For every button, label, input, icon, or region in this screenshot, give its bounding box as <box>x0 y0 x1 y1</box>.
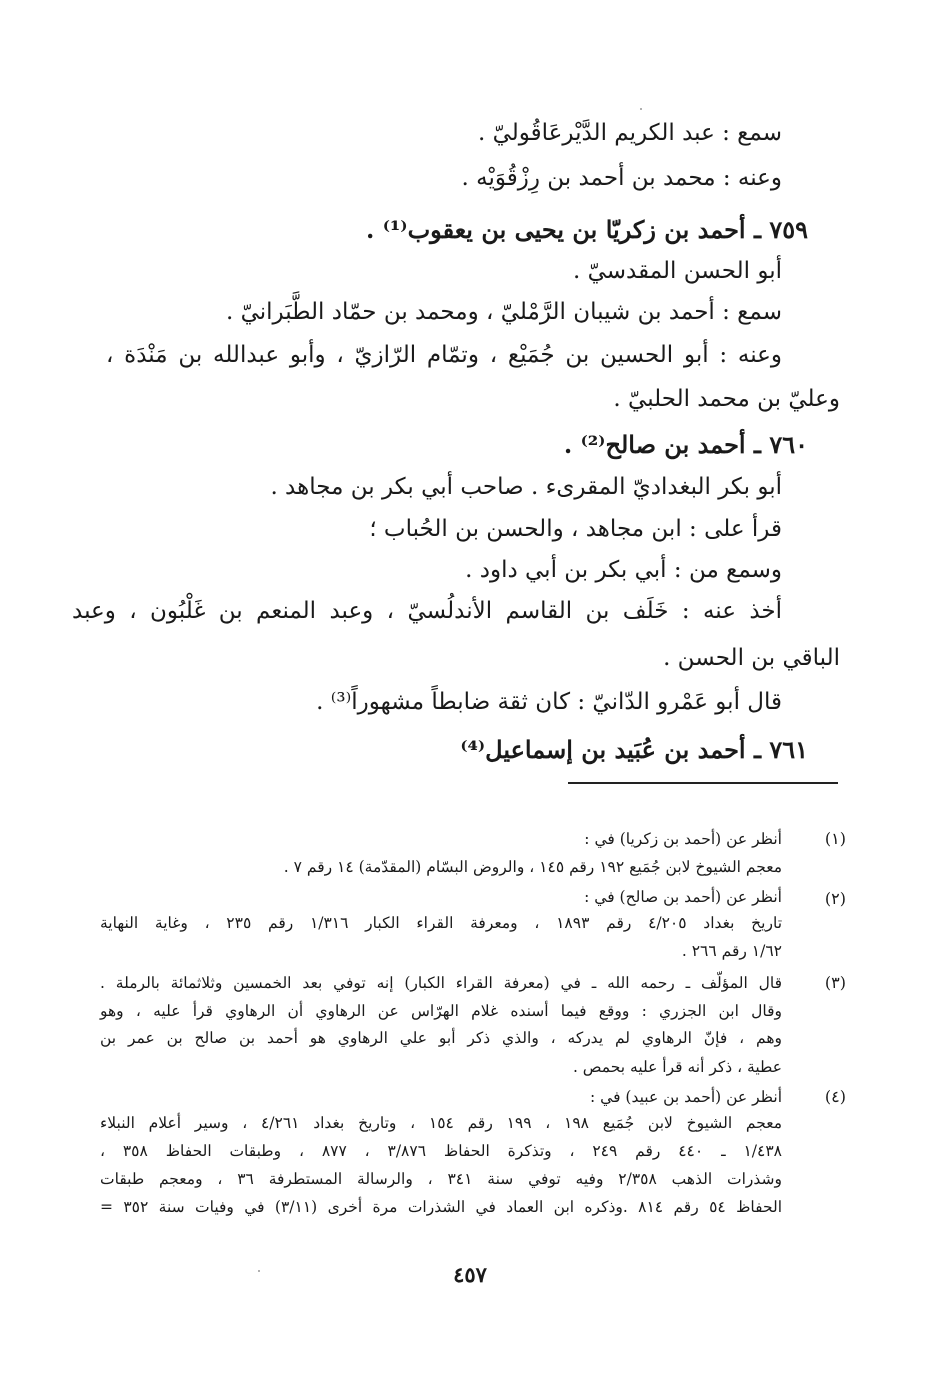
body-line: وعليّ بن محمد الحلبيّ . <box>613 386 840 412</box>
footnote-line: معجم الشيوخ لابن جُمَيع ١٩٢ رقم ١٤٥ ، والروض البسّام (المقدّمة) ١٤ رقم ٧ . <box>283 858 782 876</box>
body-line: سمع : عبد الكريم الدَّيْرعَاقُوليّ . <box>477 120 782 146</box>
footnote-line: أنظر عن (أحمد بن صالح) في : <box>584 888 782 906</box>
footnote-line: أنظر عن (أحمد بن عبيد) في : <box>590 1088 782 1106</box>
scan-speck <box>258 1270 260 1272</box>
body-line: أبو بكر البغداديّ المقرىء . صاحب أبي بكر بن مجاهد . <box>270 474 782 500</box>
footnote-number: (١) <box>824 829 846 848</box>
footnote-line: وقال ابن الجزري : ووقع فيما أسنده غلام الهرّاس عن الرهاوي أن الرهاوي قرأ عليه ، وهو <box>100 1002 782 1020</box>
footnote-line: ١/٤٣٨ ـ ٤٤٠ رقم ٢٤٩ ، وتذكرة الحفاظ ٣/٨٧٦ ، ٨٧٧ ، وطبقات الحفاظ ٣٥٨ ، <box>100 1142 782 1160</box>
footnote-separator <box>568 782 838 784</box>
footnote-line: قال المؤلّف ـ رحمه الله ـ في (معرفة القراء الكبار) إنه توفي بعد الخمسين وثلاثمائة بالرملة . <box>100 974 782 992</box>
entry-heading-760: ٧٦٠ ـ أحمد بن صالح⁽²⁾ . <box>563 430 808 459</box>
entry-heading-759: ٧٥٩ ـ أحمد بن زكريّا بن يحيى بن يعقوب⁽¹⁾ . <box>366 215 808 244</box>
body-line: وعنه : أبو الحسين بن جُمَيْع ، وتمّام الرّازيّ ، وأبو عبدالله بن مَنْدَة ، <box>106 342 782 368</box>
entry-heading-761: ٧٦١ ـ أحمد بن عُبَيد بن إسماعيل⁽⁴⁾ <box>460 735 808 764</box>
footnote-number: (٢) <box>824 889 846 908</box>
scan-speck <box>640 108 642 110</box>
footnote-line: الحفاظ ٥٤ رقم ٨١٤ .وذكره ابن العماد في الشذرات مرة أخرى (٣/١١) في وفيات سنة ٣٥٢ = <box>100 1198 782 1216</box>
footnote-line: ١/٦٢ رقم ٢٦٦ . <box>681 942 782 960</box>
body-line: سمع : أحمد بن شيبان الرَّمْليّ ، ومحمد بن حمّاد الطَّبَرانيّ . <box>225 299 782 325</box>
body-line: أبو الحسن المقدسيّ . <box>572 258 782 284</box>
body-line: وسمع من : أبي بكر بن أبي داود . <box>465 557 782 583</box>
body-line: أخذ عنه : خَلَف بن القاسم الأندلُسيّ ، وعبد المنعم بن غَلْبُون ، وعبد <box>72 598 782 624</box>
footnote-line: وهم ، فإنّ الرهاوي لم يدركه ، والذي ذكر أبو علي الرهاوي هو أحمد بن صالح بن عمر بن <box>100 1029 782 1047</box>
body-line: قرأ على : ابن مجاهد ، والحسن بن الحُباب ؛ <box>369 516 782 542</box>
body-line: قال أبو عَمْرو الدّانيّ : كان ثقة ضابطاً مشهوراً⁽³⁾ . <box>316 689 782 715</box>
body-line: الباقي بن الحسن . <box>663 645 840 671</box>
body-line: وعنه : محمد بن أحمد بن رِزْقُوَيْه . <box>461 165 782 191</box>
footnote-number: (٣) <box>824 973 846 992</box>
footnote-line: تاريخ بغداد ٤/٢٠٥ رقم ١٨٩٣ ، ومعرفة القراء الكبار ١/٣١٦ رقم ٢٣٥ ، وغاية النهاية <box>100 914 783 932</box>
footnote-line: معجم الشيوخ لابن جُمَيع ١٩٨ ، ١٩٩ رقم ١٥٤ ، وتاريخ بغداد ٤/٢٦١ ، وسير أعلام النبلاء <box>100 1114 782 1132</box>
footnote-number: (٤) <box>824 1087 846 1106</box>
footnote-line: عطية ، ذكر أنه قرأ عليه بحمص . <box>572 1058 782 1076</box>
footnote-line: وشذرات الذهب ٢/٣٥٨ وفيه توفي سنة ٣٤١ ، والرسالة المستطرفة ٣٦ ، ومعجم طبقات <box>100 1170 782 1188</box>
page-number: ٤٥٧ <box>453 1262 487 1287</box>
footnote-line: أنظر عن (أحمد بن زكريا) في : <box>584 830 782 848</box>
